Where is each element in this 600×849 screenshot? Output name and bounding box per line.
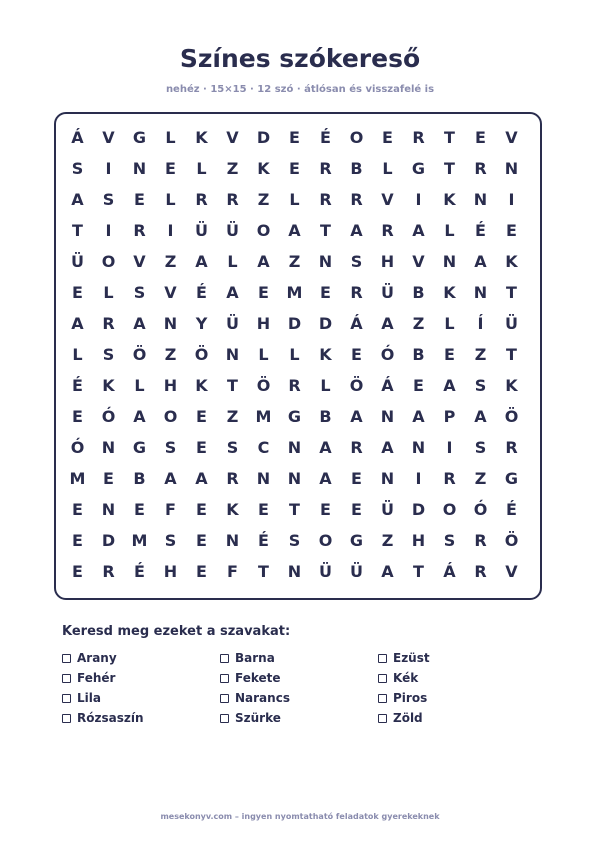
word-label: Rózsaszín bbox=[77, 711, 144, 725]
grid-cell: É bbox=[475, 221, 486, 240]
grid-cell: R bbox=[288, 376, 301, 395]
word-item bbox=[220, 688, 378, 708]
word-item bbox=[220, 668, 378, 688]
grid-cell: A bbox=[474, 407, 487, 426]
grid-cell: D bbox=[101, 531, 116, 550]
grid-cell: I bbox=[446, 438, 453, 457]
grid-cell: O bbox=[163, 407, 178, 426]
grid-cell: L bbox=[444, 221, 455, 240]
grid-cell: H bbox=[256, 314, 271, 333]
word-label: Fehér bbox=[77, 671, 116, 685]
grid-cell: N bbox=[287, 469, 302, 488]
grid-cell: Ü bbox=[71, 252, 84, 271]
checkbox-icon[interactable] bbox=[62, 714, 71, 723]
grid-cell: A bbox=[71, 314, 84, 333]
grid-cell: E bbox=[258, 500, 269, 519]
grid-cell: A bbox=[443, 376, 456, 395]
grid-cell: E bbox=[134, 190, 145, 209]
grid-cell: K bbox=[443, 190, 456, 209]
grid-cell: R bbox=[350, 190, 363, 209]
grid-cell: E bbox=[444, 345, 455, 364]
grid-cell: B bbox=[319, 407, 332, 426]
checkbox-icon[interactable] bbox=[378, 674, 387, 683]
grid-cell: N bbox=[411, 438, 426, 457]
grid-cell: L bbox=[103, 283, 114, 302]
grid-cell: K bbox=[319, 345, 332, 364]
grid-cell: L bbox=[196, 159, 207, 178]
grid-cell: Ö bbox=[256, 376, 271, 395]
grid-cell: R bbox=[412, 128, 425, 147]
grid-cell: V bbox=[164, 283, 177, 302]
grid-cell: R bbox=[474, 531, 487, 550]
grid-cell: H bbox=[411, 531, 426, 550]
grid-cell: Ö bbox=[504, 531, 519, 550]
grid-cell: L bbox=[165, 128, 176, 147]
grid-cell: R bbox=[133, 221, 146, 240]
grid-cell: O bbox=[349, 128, 364, 147]
grid-cell: E bbox=[196, 407, 207, 426]
grid-cell: N bbox=[287, 438, 302, 457]
grid-cell: S bbox=[350, 252, 363, 271]
word-item bbox=[378, 648, 536, 668]
grid-cell: C bbox=[257, 438, 270, 457]
grid-cell: Ü bbox=[319, 562, 332, 581]
grid-cell: Ö bbox=[349, 376, 364, 395]
grid-cell: R bbox=[195, 190, 208, 209]
checkbox-icon[interactable] bbox=[378, 714, 387, 723]
grid-cell: E bbox=[413, 376, 424, 395]
grid-cell: N bbox=[504, 159, 519, 178]
grid-cell: D bbox=[318, 314, 333, 333]
letter-grid bbox=[62, 122, 527, 587]
grid-cell: B bbox=[412, 345, 425, 364]
checkbox-icon[interactable] bbox=[378, 694, 387, 703]
grid-cell: R bbox=[350, 283, 363, 302]
grid-cell: R bbox=[505, 438, 518, 457]
grid-cell: G bbox=[411, 159, 426, 178]
word-item bbox=[62, 668, 220, 688]
grid-cell: E bbox=[196, 438, 207, 457]
grid-cell: Ü bbox=[226, 314, 239, 333]
grid-cell: H bbox=[163, 562, 178, 581]
grid-cell: N bbox=[132, 159, 147, 178]
word-list bbox=[62, 648, 542, 728]
checkbox-icon[interactable] bbox=[378, 654, 387, 663]
grid-cell: R bbox=[319, 159, 332, 178]
grid-cell: D bbox=[287, 314, 302, 333]
grid-cell: G bbox=[349, 531, 364, 550]
checkbox-icon[interactable] bbox=[220, 654, 229, 663]
grid-cell: N bbox=[442, 252, 457, 271]
grid-cell: R bbox=[102, 314, 115, 333]
grid-cell: E bbox=[320, 283, 331, 302]
grid-cell: R bbox=[102, 562, 115, 581]
word-item bbox=[220, 648, 378, 668]
grid-cell: H bbox=[163, 376, 178, 395]
checkbox-icon[interactable] bbox=[220, 694, 229, 703]
grid-cell: E bbox=[134, 500, 145, 519]
checkbox-icon[interactable] bbox=[220, 714, 229, 723]
grid-cell: S bbox=[102, 190, 115, 209]
grid-cell: I bbox=[415, 469, 422, 488]
grid-cell: O bbox=[318, 531, 333, 550]
grid-cell: S bbox=[443, 531, 456, 550]
grid-cell: G bbox=[287, 407, 302, 426]
grid-cell: S bbox=[474, 376, 487, 395]
grid-cell: P bbox=[443, 407, 456, 426]
grid-cell: Ü bbox=[195, 221, 208, 240]
grid-cell: H bbox=[380, 252, 395, 271]
checkbox-icon[interactable] bbox=[62, 694, 71, 703]
grid-cell: É bbox=[196, 283, 207, 302]
checkbox-icon[interactable] bbox=[62, 674, 71, 683]
grid-cell: Á bbox=[381, 376, 394, 395]
grid-cell: O bbox=[101, 252, 116, 271]
grid-cell: T bbox=[289, 500, 300, 519]
word-item bbox=[378, 708, 536, 728]
word-item bbox=[378, 688, 536, 708]
grid-cell: É bbox=[506, 500, 517, 519]
grid-cell: G bbox=[132, 438, 147, 457]
grid-cell: O bbox=[256, 221, 271, 240]
grid-cell: S bbox=[164, 531, 177, 550]
grid-cell: Ü bbox=[381, 283, 394, 302]
page-title: Színes szókereső bbox=[179, 44, 421, 73]
grid-cell: Z bbox=[412, 314, 425, 333]
grid-cell: R bbox=[381, 221, 394, 240]
grid-cell: E bbox=[289, 128, 300, 147]
grid-cell: Ö bbox=[132, 345, 147, 364]
grid-cell: V bbox=[505, 128, 518, 147]
grid-cell: R bbox=[350, 438, 363, 457]
grid-cell: V bbox=[381, 190, 394, 209]
grid-cell: E bbox=[382, 128, 393, 147]
grid-cell: O bbox=[442, 500, 457, 519]
grid-cell: E bbox=[475, 128, 486, 147]
grid-cell: A bbox=[195, 252, 208, 271]
grid-cell: M bbox=[131, 531, 148, 550]
grid-cell: N bbox=[380, 469, 395, 488]
grid-cell: K bbox=[102, 376, 115, 395]
grid-cell: A bbox=[133, 407, 146, 426]
grid-cell: L bbox=[258, 345, 269, 364]
grid-cell: É bbox=[134, 562, 145, 581]
grid-cell: E bbox=[506, 221, 517, 240]
grid-cell: Ó bbox=[380, 345, 395, 364]
grid-cell: A bbox=[164, 469, 177, 488]
word-item bbox=[378, 668, 536, 688]
grid-cell: A bbox=[412, 221, 425, 240]
grid-cell: F bbox=[165, 500, 176, 519]
grid-cell: Ü bbox=[226, 221, 239, 240]
grid-cell: E bbox=[320, 500, 331, 519]
grid-cell: T bbox=[72, 221, 83, 240]
grid-cell: E bbox=[351, 469, 362, 488]
grid-cell: V bbox=[226, 128, 239, 147]
grid-cell: A bbox=[381, 562, 394, 581]
grid-cell: N bbox=[473, 283, 488, 302]
grid-cell: K bbox=[505, 376, 518, 395]
grid-cell: E bbox=[72, 407, 83, 426]
grid-cell: T bbox=[506, 283, 517, 302]
checkbox-icon[interactable] bbox=[220, 674, 229, 683]
grid-cell: M bbox=[69, 469, 86, 488]
grid-cell: A bbox=[133, 314, 146, 333]
grid-cell: N bbox=[256, 469, 271, 488]
grid-cell: T bbox=[413, 562, 424, 581]
grid-cell: Z bbox=[474, 469, 487, 488]
grid-cell: L bbox=[165, 190, 176, 209]
grid-cell: G bbox=[132, 128, 147, 147]
word-label: Arany bbox=[77, 651, 117, 665]
grid-cell: Ö bbox=[194, 345, 209, 364]
word-label: Zöld bbox=[393, 711, 423, 725]
word-label: Piros bbox=[393, 691, 428, 705]
grid-cell: N bbox=[163, 314, 178, 333]
grid-cell: K bbox=[226, 500, 239, 519]
grid-cell: R bbox=[319, 190, 332, 209]
word-item bbox=[62, 708, 220, 728]
grid-cell: N bbox=[287, 562, 302, 581]
grid-cell: Á bbox=[443, 562, 456, 581]
word-label: Narancs bbox=[235, 691, 290, 705]
grid-cell: E bbox=[72, 283, 83, 302]
grid-cell: Z bbox=[381, 531, 394, 550]
grid-cell: É bbox=[72, 376, 83, 395]
grid-cell: T bbox=[227, 376, 238, 395]
grid-cell: Ó bbox=[473, 500, 488, 519]
grid-cell: T bbox=[444, 159, 455, 178]
grid-cell: N bbox=[380, 407, 395, 426]
grid-cell: S bbox=[288, 531, 301, 550]
grid-cell: Ü bbox=[505, 314, 518, 333]
grid-cell: K bbox=[195, 128, 208, 147]
grid-cell: Z bbox=[164, 252, 177, 271]
checkbox-icon[interactable] bbox=[62, 654, 71, 663]
word-label: Ezüst bbox=[393, 651, 430, 665]
grid-cell: I bbox=[105, 159, 112, 178]
grid-cell: Y bbox=[195, 314, 208, 333]
grid-cell: N bbox=[225, 345, 240, 364]
grid-cell: E bbox=[72, 531, 83, 550]
grid-cell: K bbox=[505, 252, 518, 271]
grid-cell: E bbox=[72, 562, 83, 581]
grid-cell: E bbox=[351, 345, 362, 364]
grid-cell: N bbox=[318, 252, 333, 271]
grid-cell: Í bbox=[477, 314, 484, 333]
grid-cell: A bbox=[350, 407, 363, 426]
grid-cell: S bbox=[164, 438, 177, 457]
grid-cell: V bbox=[505, 562, 518, 581]
grid-cell: S bbox=[474, 438, 487, 457]
grid-cell: I bbox=[415, 190, 422, 209]
grid-cell: Z bbox=[226, 407, 239, 426]
grid-cell: L bbox=[382, 159, 393, 178]
grid-cell: R bbox=[443, 469, 456, 488]
grid-cell: Z bbox=[474, 345, 487, 364]
grid-cell: E bbox=[351, 500, 362, 519]
grid-cell: B bbox=[133, 469, 146, 488]
grid-cell: R bbox=[226, 469, 239, 488]
page-subtitle: nehéz · 15×15 · 12 szó · átlósan és visszafelé is bbox=[165, 84, 435, 95]
grid-cell: Ü bbox=[350, 562, 363, 581]
grid-cell: F bbox=[227, 562, 238, 581]
grid-cell: E bbox=[289, 159, 300, 178]
grid-cell: I bbox=[105, 221, 112, 240]
grid-cell: É bbox=[320, 128, 331, 147]
grid-cell: Ü bbox=[381, 500, 394, 519]
grid-cell: L bbox=[289, 345, 300, 364]
grid-cell: T bbox=[320, 221, 331, 240]
grid-cell: Á bbox=[71, 128, 84, 147]
grid-cell: S bbox=[102, 345, 115, 364]
grid-cell: Á bbox=[350, 314, 363, 333]
grid-cell: A bbox=[319, 438, 332, 457]
grid-cell: L bbox=[289, 190, 300, 209]
grid-cell: A bbox=[350, 221, 363, 240]
grid-cell: N bbox=[101, 500, 116, 519]
word-list-heading: Keresd meg ezeket a szavakat: bbox=[62, 624, 291, 639]
word-label: Lila bbox=[77, 691, 101, 705]
grid-cell: É bbox=[258, 531, 269, 550]
grid-cell: N bbox=[225, 531, 240, 550]
grid-cell: V bbox=[102, 128, 115, 147]
grid-cell: D bbox=[256, 128, 271, 147]
grid-cell: K bbox=[195, 376, 208, 395]
grid-cell: G bbox=[504, 469, 519, 488]
grid-cell: N bbox=[101, 438, 116, 457]
grid-cell: I bbox=[167, 221, 174, 240]
grid-cell: A bbox=[288, 221, 301, 240]
grid-cell: Z bbox=[257, 190, 270, 209]
grid-cell: B bbox=[412, 283, 425, 302]
grid-cell: S bbox=[71, 159, 84, 178]
word-item bbox=[62, 688, 220, 708]
grid-cell: L bbox=[134, 376, 145, 395]
grid-cell: A bbox=[412, 407, 425, 426]
grid-cell: L bbox=[72, 345, 83, 364]
grid-cell: Z bbox=[164, 345, 177, 364]
grid-cell: E bbox=[258, 283, 269, 302]
grid-cell: K bbox=[443, 283, 456, 302]
grid-cell: B bbox=[350, 159, 363, 178]
grid-cell: L bbox=[227, 252, 238, 271]
word-item bbox=[220, 708, 378, 728]
grid-cell: A bbox=[381, 438, 394, 457]
grid-cell: A bbox=[71, 190, 84, 209]
grid-cell: E bbox=[72, 500, 83, 519]
grid-cell: A bbox=[195, 469, 208, 488]
grid-cell: S bbox=[226, 438, 239, 457]
grid-cell: E bbox=[196, 531, 207, 550]
grid-cell: N bbox=[473, 190, 488, 209]
grid-cell: E bbox=[165, 159, 176, 178]
footer-text: mesekonyv.com – ingyen nyomtatható feladatok gyerekeknek bbox=[160, 812, 440, 821]
grid-cell: Z bbox=[288, 252, 301, 271]
grid-cell: V bbox=[133, 252, 146, 271]
grid-cell: D bbox=[411, 500, 426, 519]
grid-cell: Ö bbox=[504, 407, 519, 426]
grid-cell: Ó bbox=[101, 407, 116, 426]
word-item bbox=[62, 648, 220, 668]
grid-cell: Z bbox=[226, 159, 239, 178]
grid-cell: R bbox=[474, 159, 487, 178]
grid-cell: E bbox=[103, 469, 114, 488]
grid-cell: S bbox=[133, 283, 146, 302]
grid-cell: T bbox=[258, 562, 269, 581]
grid-cell: L bbox=[444, 314, 455, 333]
grid-cell: T bbox=[506, 345, 517, 364]
grid-cell: E bbox=[196, 562, 207, 581]
grid-cell: A bbox=[257, 252, 270, 271]
word-label: Kék bbox=[393, 671, 419, 685]
grid-cell: Ó bbox=[70, 438, 85, 457]
grid-cell: V bbox=[412, 252, 425, 271]
grid-cell: R bbox=[226, 190, 239, 209]
grid-cell: A bbox=[319, 469, 332, 488]
grid-cell: A bbox=[381, 314, 394, 333]
grid-cell: A bbox=[474, 252, 487, 271]
grid-cell: M bbox=[255, 407, 272, 426]
word-label: Barna bbox=[235, 651, 275, 665]
grid-cell: R bbox=[474, 562, 487, 581]
grid-cell: M bbox=[286, 283, 303, 302]
grid-cell: I bbox=[508, 190, 515, 209]
grid-cell: K bbox=[257, 159, 270, 178]
grid-cell: E bbox=[196, 500, 207, 519]
grid-cell: T bbox=[444, 128, 455, 147]
grid-cell: A bbox=[226, 283, 239, 302]
word-label: Szürke bbox=[235, 711, 281, 725]
grid-cell: L bbox=[320, 376, 331, 395]
word-label: Fekete bbox=[235, 671, 281, 685]
